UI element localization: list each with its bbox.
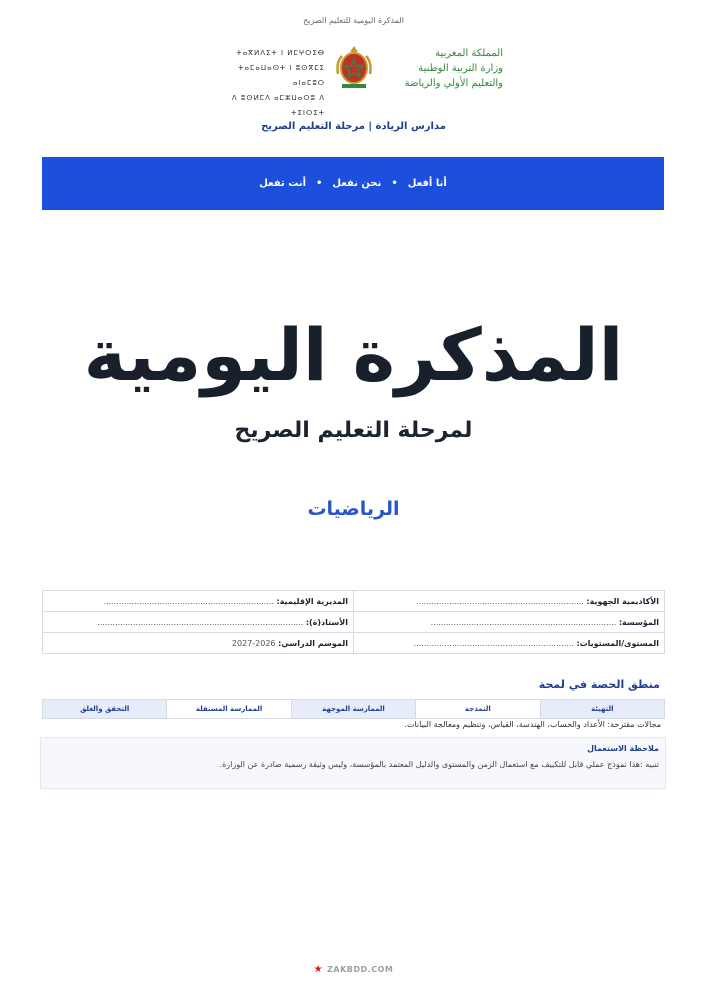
tifinagh-line-3: ⴷ ⵓⵙⵍⵎⴷ ⴰⵎⵣⵡⴰⵔⵓ ⴷ ⵜⵉⵏⵔⵉⵜ: [231, 94, 325, 117]
tifinagh-line-2: ⵜⴰⵎⴰⵡⴰⵙⵜ ⵏ ⵓⵙⴳⵎⵉ ⴰⵏⴰⵎⵓⵔ: [238, 64, 325, 87]
table-row: [43, 633, 665, 654]
table-row: [43, 591, 665, 612]
phase-independent-practice: الممارسة المستقلة: [166, 700, 290, 718]
field-label: الموسم الدراسي:: [278, 638, 348, 648]
field-value: .................................................................................: [97, 617, 304, 627]
tifinagh-line-1: ⵜⴰⴳⵍⴷⵉⵜ ⵏ ⵍⵎⵖⵔⵉⴱ: [236, 49, 325, 57]
banner-item-we-do: نحن نفعل: [332, 178, 382, 189]
info-cell[interactable]: [43, 633, 354, 654]
ministry-line-2: وزارة التربية الوطنية: [418, 63, 503, 74]
field-value: ...............................................................: [413, 638, 574, 648]
teacher-info-table: [42, 590, 665, 654]
site-logo[interactable]: [0, 964, 707, 975]
moroccan-emblem-icon: [334, 44, 374, 90]
section-title: منطق الحصة في لمحة: [538, 678, 660, 691]
ministry-line-3: والتعليم الأولي والرياضة: [404, 78, 503, 89]
ministry-line-1: المملكة المغربية: [435, 48, 503, 59]
lesson-phases: [42, 699, 665, 719]
star-icon: ★: [313, 964, 324, 975]
gradual-release-banner: [42, 157, 664, 210]
phase-modeling: النمذجة: [415, 700, 539, 718]
info-cell[interactable]: [354, 633, 665, 654]
phase-check-closure: التحقق والغلق: [43, 700, 166, 718]
field-label: الأستاذ(ة):: [305, 617, 348, 627]
info-cell[interactable]: [354, 591, 665, 612]
banner-item-i-do: أنا أفعل: [407, 178, 447, 189]
field-label: المستوى/المستويات:: [576, 638, 659, 648]
field-value: .........................................................................: [430, 617, 617, 627]
field-label: المديرية الإقليمية:: [276, 596, 348, 606]
field-value: ...................................................................: [103, 596, 274, 606]
info-cell[interactable]: [43, 591, 354, 612]
usage-note: [40, 737, 666, 789]
info-cell[interactable]: [354, 612, 665, 633]
school-program-line: مدارس الريادة | مرحلة التعليم الصريح: [261, 121, 446, 132]
sub-title: لمرحلة التعليم الصريح: [234, 418, 473, 443]
document-caption: المذكرة اليومية للتعليم الصريح: [303, 16, 404, 25]
note-text: تنبيه :هذا نموذج عملي قابل للتكييف مع استعمال الزمن والمستوى والدليل المعتمد بالمؤسسة، وليس وثيقة رسمية صادرة عن الوزارة.: [219, 760, 659, 769]
field-value: ..................................................................: [416, 596, 584, 606]
phase-guided-practice: الممارسة الموجهة: [291, 700, 415, 718]
field-value: 2026-2027: [231, 638, 276, 648]
official-header: [0, 44, 707, 117]
bullet-separator: •: [391, 178, 398, 189]
note-title: ملاحظة الاستعمال: [587, 744, 659, 753]
suggested-domains: مجالات مقترحة: الأعداد والحساب، الهندسة، القياس، وتنظيم ومعالجة البيانات.: [404, 720, 661, 729]
field-label: الأكاديمية الجهوية:: [586, 596, 659, 606]
field-label: المؤسسة:: [618, 617, 659, 627]
main-title: المذكرة اليومية: [83, 313, 624, 397]
site-logo-text: ZAKBDD.COM: [327, 965, 394, 974]
banner-item-you-do: أنت تفعل: [259, 178, 307, 189]
bullet-separator: •: [316, 178, 323, 189]
phase-warmup: التهيئة: [540, 700, 664, 718]
subject-title: الرياضيات: [307, 498, 400, 520]
info-cell[interactable]: [43, 612, 354, 633]
ministry-name: [378, 46, 503, 91]
tifinagh-ministry-name: [205, 46, 325, 121]
table-row: [43, 612, 665, 633]
